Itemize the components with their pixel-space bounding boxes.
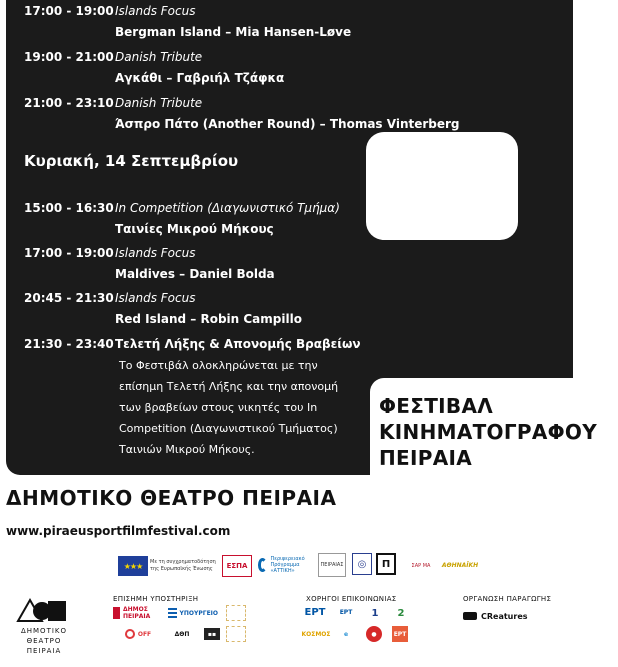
partner-logo-icon: ◎: [352, 553, 372, 575]
entry-time: 15:00 - 16:30: [24, 201, 114, 215]
creatures-mark-icon: [463, 612, 477, 620]
org-name: CReatures: [481, 611, 528, 621]
entry-category: In Competition (Διαγωνιστικό Τμήμα): [115, 201, 340, 215]
sponsor-logo-placeholder: [226, 605, 246, 621]
description-line: Ταινιών Μικρού Μήκους.: [119, 443, 255, 456]
attica-region-logo: [258, 554, 310, 576]
sponsor-name: OFF: [137, 630, 152, 638]
closing-title: Τελετή Λήξης & Απονομής Βραβείων: [115, 337, 361, 351]
ert-news-logo: ΕΡΤ: [339, 608, 353, 616]
entry-time: 19:00 - 21:00: [24, 50, 114, 64]
e-logo: e: [343, 630, 349, 638]
description-line: των βραβείων στους νικητές του In: [119, 401, 318, 414]
piraeus-logo: ΠΕΙΡΑΙΑΣ: [318, 553, 346, 577]
eu-funding-text: Με τη συγχρηματοδότηση της Ευρωπαϊκής Ένωσης: [150, 559, 216, 572]
kosmos-logo: ΚΟΣΜΟΣ: [301, 630, 331, 638]
closing-description: [119, 355, 369, 460]
panel-cutout: [366, 132, 518, 240]
ert-radio-logo: ΕΡΤ: [392, 626, 408, 642]
ring-icon: [125, 629, 135, 639]
day-heading: Κυριακή, 14 Σεπτεμβρίου: [24, 152, 239, 170]
venue-title: ΔΗΜΟΤΙΚΟ ΘΕΑΤΡΟ ΠΕΙΡΑΙΑ: [6, 486, 337, 510]
entry-film: Άσπρο Πάτο (Another Round) – Thomas Vinterberg: [115, 117, 460, 131]
sponsor-logo-placeholder: [226, 626, 246, 642]
description-line: επίσημη Τελετή Λήξης και την απονομή: [119, 380, 339, 393]
official-support-label: ΕΠΙΣΗΜΗ ΥΠΟΣΤΗΡΙΞΗ: [113, 595, 199, 603]
ert1-logo: 1: [371, 607, 379, 619]
sponsor-name: ΔΗΜΟΣ ΠΕΙΡΑΙΑ: [123, 606, 151, 620]
off-logo: [113, 626, 163, 642]
crest-icon: [113, 607, 120, 619]
creatures-logo: [463, 608, 531, 624]
attica-mark-icon: [258, 558, 267, 572]
greek-flag-icon: [168, 608, 177, 618]
entry-category: Islands Focus: [115, 246, 196, 260]
description-line: Το Φεστιβάλ ολοκληρώνεται με την: [119, 359, 318, 372]
entry-film: Maldives – Daniel Bolda: [115, 267, 275, 281]
description-line: Competition (Διαγωνιστικού Τμήματος): [119, 422, 338, 435]
festival-title: [379, 393, 597, 471]
entry-time: 17:00 - 19:00: [24, 246, 114, 260]
entry-film: Αγκάθι – Γαβριήλ Τζάφκα: [115, 71, 285, 85]
entry-category: Danish Tribute: [115, 50, 203, 64]
ferry-logo: ΣΑΡ ΜΑ: [411, 563, 431, 569]
theatre-mark-icon: [16, 598, 68, 622]
entry-category: Islands Focus: [115, 291, 196, 305]
dimotiko-theatre-name: ΔΗΜΟΤΙΚΟ ΘΕΑΤΡΟ ΠΕΙΡΑΙΑ: [20, 627, 68, 655]
entry-time: 21:00 - 23:10: [24, 96, 114, 110]
sponsor-name: ΥΠΟΥΡΓΕΙΟ: [179, 609, 218, 617]
eu-flag-icon: ★★★: [118, 556, 148, 576]
festival-title-line: ΚΙΝΗΜΑΤΟΓΡΑΦΟΥ: [379, 420, 598, 444]
espa-logo: ΕΣΠΑ: [222, 555, 252, 577]
entry-time: 21:30 - 23:40: [24, 337, 114, 351]
production-label: ΟΡΓΑΝΩΣΗ ΠΑΡΑΓΩΓΗΣ: [463, 595, 552, 603]
media-sponsors-label: ΧΟΡΗΓΟΙ ΕΠΙΚΟΙΝΩΝΙΑΣ: [306, 595, 397, 603]
entry-category: Islands Focus: [115, 4, 196, 18]
dimotiko-theatre-logo: [12, 596, 74, 656]
partner-badge-icon: ▪▪: [204, 628, 220, 640]
festival-title-line: ΠΕΙΡΑΙΑ: [379, 446, 472, 470]
municipality-logo: [113, 605, 161, 621]
ert2-logo: 2: [397, 607, 405, 619]
website-link[interactable]: www.piraeusportfilmfestival.com: [6, 524, 231, 538]
ert-logo: ΕΡΤ: [304, 606, 326, 618]
entry-film: Bergman Island – Mia Hansen-Løve: [115, 25, 352, 39]
entry-time: 20:45 - 21:30: [24, 291, 114, 305]
partner-logo-icon: Π: [376, 553, 396, 575]
attica-text: Περιφερειακό Πρόγραμμα «ΑΤΤΙΚΗ»: [270, 556, 305, 574]
festival-title-line: ΦΕΣΤΙΒΑΛ: [379, 394, 494, 418]
entry-film: Ταινίες Μικρού Μήκους: [115, 222, 274, 236]
dtp-logo: ΔΘΠ: [174, 630, 190, 638]
radio-logo-icon: ●: [366, 626, 382, 642]
entry-film: Red Island – Robin Campillo: [115, 312, 302, 326]
entry-time: 17:00 - 19:00: [24, 4, 114, 18]
entry-category: Danish Tribute: [115, 96, 203, 110]
tagline-logo: ΑΘΗΝΑΪΚΗ: [441, 561, 479, 569]
ministry-logo: [168, 605, 218, 621]
